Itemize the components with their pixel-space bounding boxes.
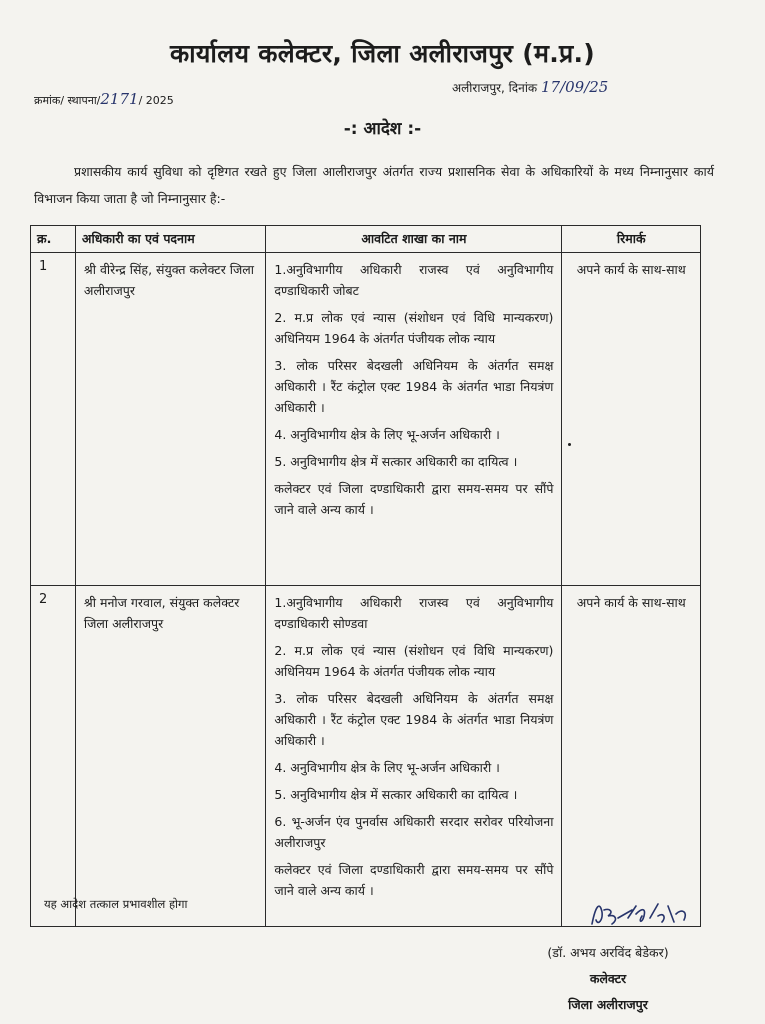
header-sno: क्र. — [31, 226, 76, 253]
branch-item: 5. अनुविभागीय क्षेत्र में सत्कार अधिकारी का दायित्व । — [274, 454, 518, 469]
branch-item: 3. लोक परिसर बेदखली अधिनियम के अंतर्गत समक्ष अधिकारी । रैंट कंट्रोल एक्ट 1984 के अंतर्गत भाडा नियत्रंण अधिकारी । — [274, 691, 554, 748]
table-row — [31, 586, 701, 927]
office-title: कार्यालय कलेक्टर, जिला अलीराजपुर (म.प्र.) — [169, 39, 596, 68]
date-handwritten: 17/09/25 — [540, 78, 609, 96]
ref-suffix: / 2025 — [138, 94, 174, 107]
branch-item: 2. म.प्र लोक एवं न्यास (संशोधन एवं विधि मान्यकरण) अधिनियम 1964 के अंतर्गत पंजीयक लोक न्याय — [274, 310, 554, 346]
row-sno: 2 — [31, 586, 76, 927]
signature-block — [508, 940, 708, 1018]
effect-note: यह आदेश तत्काल प्रभावशील होगा — [44, 897, 188, 911]
row-officer: श्री वीरेन्द्र सिंह, संयुक्त कलेक्टर जिला अलीराजपुर — [75, 253, 266, 586]
header-officer: अधिकारी का एवं पदनाम — [75, 226, 266, 253]
signatory-district: जिला अलीराजपुर — [568, 997, 648, 1012]
branch-item: 3. लोक परिसर बेदखली अधिनियम के अंतर्गत समक्ष अधिकारी । रैंट कंट्रोल एक्ट 1984 के अंतर्गत भाडा नियत्रंण अधिकारी । — [274, 358, 554, 415]
signatory-name: (डॉ. अभय अरविंद बेडेकर) — [547, 945, 669, 960]
place-date — [452, 78, 608, 96]
branch-item: 4. अनुविभागीय क्षेत्र के लिए भू-अर्जन अधिकारी । — [274, 427, 500, 442]
branch-item: 6. भू-अर्जन एंव पुनर्वास अधिकारी सरदार सरोवर परियोजना अलीराजपुर — [274, 814, 554, 850]
table-header-row — [31, 226, 701, 253]
branch-item: 4. अनुविभागीय क्षेत्र के लिए भू-अर्जन अधिकारी । — [274, 760, 500, 775]
row-remark: अपने कार्य के साथ-साथ — [562, 253, 701, 586]
ref-number-handwritten: 2171 — [100, 90, 139, 108]
signatory-designation: कलेक्टर — [589, 971, 627, 986]
branch-item: 5. अनुविभागीय क्षेत्र में सत्कार अधिकारी का दायित्व । — [274, 787, 518, 802]
row-sno: 1 — [31, 253, 76, 586]
branch-item: 1.अनुविभागीय अधिकारी राजस्व एवं अनुविभागीय दण्डाधिकारी जोबट — [274, 262, 554, 298]
work-allocation-table — [30, 225, 701, 927]
row-branches — [266, 586, 562, 927]
table-row — [31, 253, 701, 586]
row-officer: श्री मनोज गरवाल, संयुक्त कलेक्टर जिला अलीराजपुर — [75, 586, 266, 927]
order-intro: प्रशासकीय कार्य सुविधा को दृष्टिगत रखते हुए जिला आलीराजपुर अंतर्गत राज्य प्रशासनिक सेवा के अधिकारियों के मध्य निम्नानुसार कार्य विभाजन किया जाता है जो निम्नानुसार है:- — [34, 164, 714, 206]
reference-number — [34, 90, 174, 108]
branch-item: कलेक्टर एवं जिला दण्डाधिकारी द्वारा समय-समय पर सौंपे जाने वाले अन्य कार्य । — [274, 862, 554, 898]
ref-prefix: क्रमांक/ स्थापना/ — [34, 94, 101, 107]
signature-mark — [588, 898, 698, 930]
row-branches — [266, 253, 562, 586]
order-heading: -: आदेश :- — [343, 119, 422, 139]
branch-item: 1.अनुविभागीय अधिकारी राजस्व एवं अनुविभागीय दण्डाधिकारी सोण्डवा — [274, 595, 554, 631]
branch-item: कलेक्टर एवं जिला दण्डाधिकारी द्वारा समय-समय पर सौंपे जाने वाले अन्य कार्य । — [274, 481, 554, 517]
place-date-label: अलीराजपुर, दिनांक — [452, 81, 538, 95]
branch-item: 2. म.प्र लोक एवं न्यास (संशोधन एवं विधि मान्यकरण) अधिनियम 1964 के अंतर्गत पंजीयक लोक न्याय — [274, 643, 554, 679]
row-remark: अपने कार्य के साथ-साथ — [562, 586, 701, 927]
header-remark: रिमार्क — [562, 226, 701, 253]
ink-dot — [568, 443, 571, 446]
header-branch: आवटित शाखा का नाम — [266, 226, 562, 253]
